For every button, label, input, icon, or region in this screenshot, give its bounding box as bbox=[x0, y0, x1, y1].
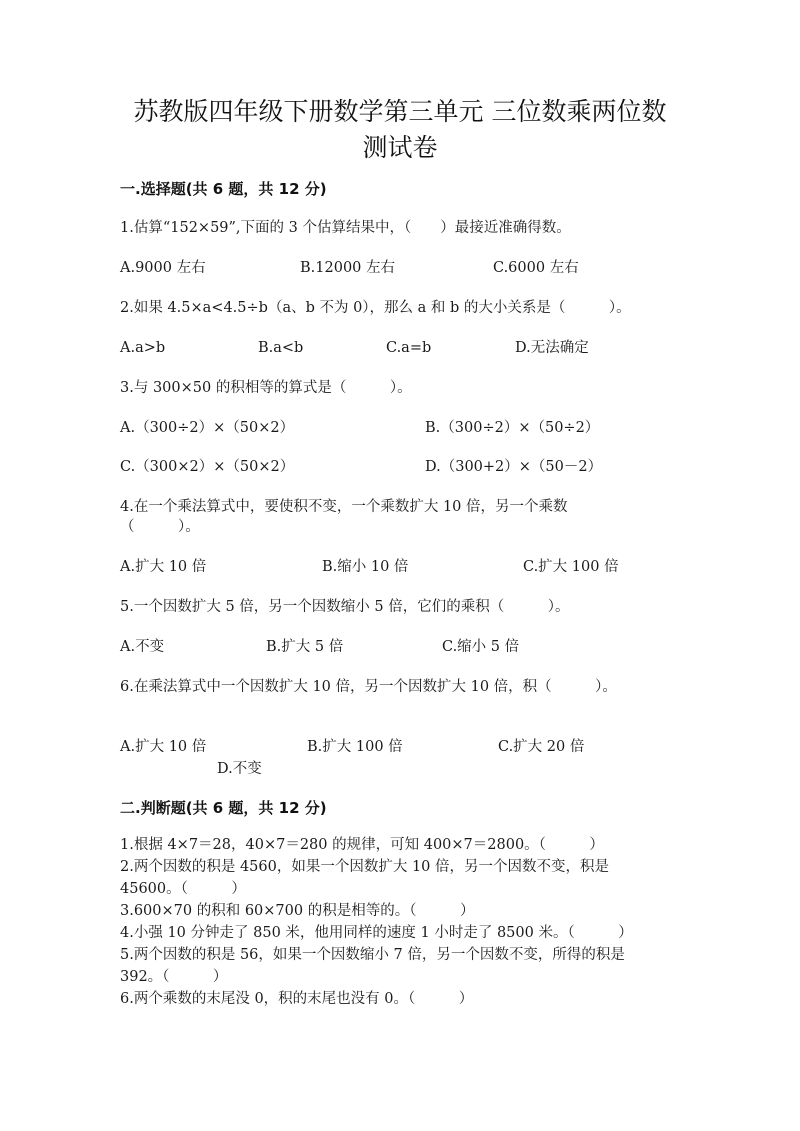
option-2b[interactable]: B.a<b bbox=[258, 340, 304, 356]
option-4c[interactable]: C.扩大 100 倍 bbox=[523, 559, 619, 575]
option-1a[interactable]: A.9000 左右 bbox=[120, 260, 206, 276]
option-6a[interactable]: A.扩大 10 倍 bbox=[120, 739, 207, 755]
judge-line: 4.小强 10 分钟走了 850 米，他用同样的速度 1 小时走了 8500 米。（ ） bbox=[120, 925, 633, 941]
option-3d[interactable]: D.（300+2）×（50－2） bbox=[425, 459, 603, 475]
judge-line: 45600。（ ） bbox=[120, 881, 246, 897]
option-2d[interactable]: D.无法确定 bbox=[515, 340, 589, 356]
option-5a[interactable]: A.不变 bbox=[120, 639, 165, 655]
page-title: 苏教版四年级下册数学第三单元 三位数乘两位数 bbox=[133, 97, 667, 126]
option-1c[interactable]: C.6000 左右 bbox=[493, 260, 579, 276]
judge-line: 3.600×70 的积和 60×700 的积是相等的。（ ） bbox=[120, 903, 475, 919]
option-2c[interactable]: C.a=b bbox=[386, 340, 432, 356]
question-4-cont: （ ）。 bbox=[120, 519, 200, 535]
judge-line: 5.两个因数的积是 56，如果一个因数缩小 7 倍，另一个因数不变，所得的积是 bbox=[120, 947, 625, 963]
question-6: 6.在乘法算式中一个因数扩大 10 倍，另一个因数扩大 10 倍，积（ ）。 bbox=[120, 679, 617, 695]
option-6d[interactable]: D.不变 bbox=[217, 761, 262, 777]
section-heading-judge: 二.判断题(共 6 题，共 12 分) bbox=[120, 799, 327, 817]
judge-line: 392。（ ） bbox=[120, 969, 228, 985]
question-1: 1.估算“152×59”,下面的 3 个估算结果中，（ ）最接近准确得数。 bbox=[120, 220, 571, 236]
question-3: 3.与 300×50 的积相等的算式是（ ）。 bbox=[120, 380, 412, 396]
option-5b[interactable]: B.扩大 5 倍 bbox=[266, 639, 344, 655]
section-heading-choice: 一.选择题(共 6 题，共 12 分) bbox=[120, 180, 327, 198]
option-6b[interactable]: B.扩大 100 倍 bbox=[307, 739, 403, 755]
question-2: 2.如果 4.5×a<4.5÷b（a、b 不为 0），那么 a 和 b 的大小关系是（ ）。 bbox=[120, 300, 631, 316]
option-3b[interactable]: B.（300÷2）×（50÷2） bbox=[425, 420, 600, 436]
option-4a[interactable]: A.扩大 10 倍 bbox=[120, 559, 207, 575]
option-3a[interactable]: A.（300÷2）×（50×2） bbox=[120, 420, 295, 436]
option-3c[interactable]: C.（300×2）×（50×2） bbox=[120, 459, 295, 475]
option-2a[interactable]: A.a>b bbox=[120, 340, 166, 356]
question-5: 5.一个因数扩大 5 倍，另一个因数缩小 5 倍，它们的乘积（ ）。 bbox=[120, 599, 570, 615]
option-5c[interactable]: C.缩小 5 倍 bbox=[442, 639, 520, 655]
judge-line: 2.两个因数的积是 4560，如果一个因数扩大 10 倍，另一个因数不变，积是 bbox=[120, 859, 610, 875]
judge-line: 6.两个乘数的末尾没 0，积的末尾也没有 0。（ ） bbox=[120, 991, 474, 1007]
page-title-cont: 测试卷 bbox=[362, 133, 438, 162]
option-1b[interactable]: B.12000 左右 bbox=[300, 260, 396, 276]
option-4b[interactable]: B.缩小 10 倍 bbox=[322, 559, 409, 575]
question-4: 4.在一个乘法算式中，要使积不变，一个乘数扩大 10 倍，另一个乘数 bbox=[120, 499, 568, 515]
judge-line: 1.根据 4×7＝28，40×7＝280 的规律，可知 400×7＝2800。（ ） bbox=[120, 837, 604, 853]
option-6c[interactable]: C.扩大 20 倍 bbox=[498, 739, 585, 755]
